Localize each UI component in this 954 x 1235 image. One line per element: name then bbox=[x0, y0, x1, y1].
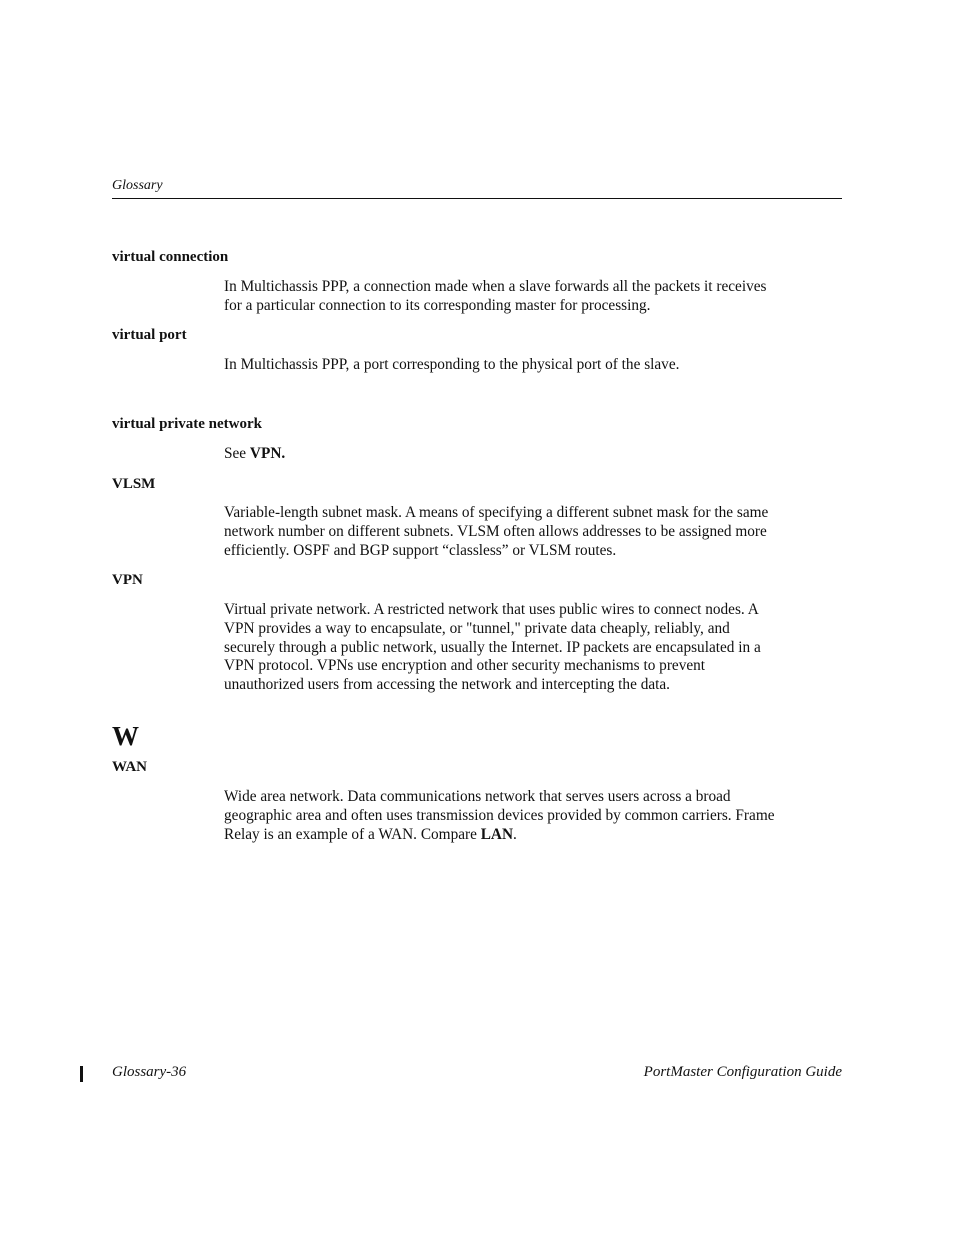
term-virtual-port: virtual port bbox=[112, 327, 187, 343]
definition-virtual-port bbox=[224, 356, 844, 375]
definition-line: Variable-length subnet mask. A means of specifying a different subnet mask for the same bbox=[224, 504, 769, 521]
definition-line: network number on different subnets. VLSM often allows addresses to be assigned more bbox=[224, 522, 767, 540]
term-vpn: VPN bbox=[112, 572, 143, 588]
definition-line: unauthorized users from accessing the network and intercepting the data. bbox=[224, 676, 670, 694]
change-bar bbox=[80, 1066, 83, 1082]
definition-line: Virtual private network. A restricted network that uses public wires to connect nodes. A bbox=[224, 601, 759, 618]
definition-line: for a particular connection to its corresponding master for processing. bbox=[224, 296, 651, 314]
compare-suffix: . bbox=[513, 825, 517, 843]
section-letter-w: W bbox=[112, 721, 139, 751]
book-title: PortMaster Configuration Guide bbox=[643, 1064, 842, 1080]
definition-line: In Multichassis PPP, a port corresponding to the physical port of the slave. bbox=[224, 356, 680, 373]
definition-wan bbox=[224, 788, 844, 844]
definition-line: VPN protocol. VPNs use encryption and other security mechanisms to prevent bbox=[224, 657, 706, 675]
definition-line: Wide area network. Data communications network that serves users across a broad bbox=[224, 788, 731, 805]
definition-line bbox=[224, 445, 844, 464]
definition-virtual-connection bbox=[224, 278, 844, 316]
header-rule bbox=[112, 198, 842, 199]
see-prefix: See bbox=[224, 445, 250, 462]
cross-reference-lan: LAN bbox=[480, 825, 514, 843]
definition-line: efficiently. OSPF and BGP support “classless” or VLSM routes. bbox=[224, 541, 617, 559]
definition-vlsm bbox=[224, 504, 844, 560]
definition-virtual-private-network bbox=[224, 445, 844, 464]
term-vlsm: VLSM bbox=[112, 476, 156, 492]
definition-line: geographic area and often uses transmission devices provided by common carriers. Frame bbox=[224, 806, 775, 824]
definition-line: In Multichassis PPP, a connection made when a slave forwards all the packets it receives bbox=[224, 278, 767, 295]
term-virtual-connection: virtual connection bbox=[112, 249, 229, 265]
cross-reference-vpn: VPN. bbox=[249, 445, 286, 462]
term-virtual-private-network: virtual private network bbox=[112, 416, 262, 432]
definition-line bbox=[224, 826, 844, 845]
definition-line: securely through a public network, usually the Internet. IP packets are encapsulated in a bbox=[224, 638, 761, 656]
compare-prefix: Relay is an example of a WAN. Compare bbox=[224, 825, 481, 843]
definition-vpn bbox=[224, 601, 844, 695]
term-wan: WAN bbox=[112, 759, 148, 775]
definition-line: VPN provides a way to encapsulate, or "tunnel," private data cheaply, reliably, and bbox=[224, 619, 730, 637]
page-number: Glossary-36 bbox=[112, 1064, 187, 1080]
running-header: Glossary bbox=[112, 178, 163, 193]
